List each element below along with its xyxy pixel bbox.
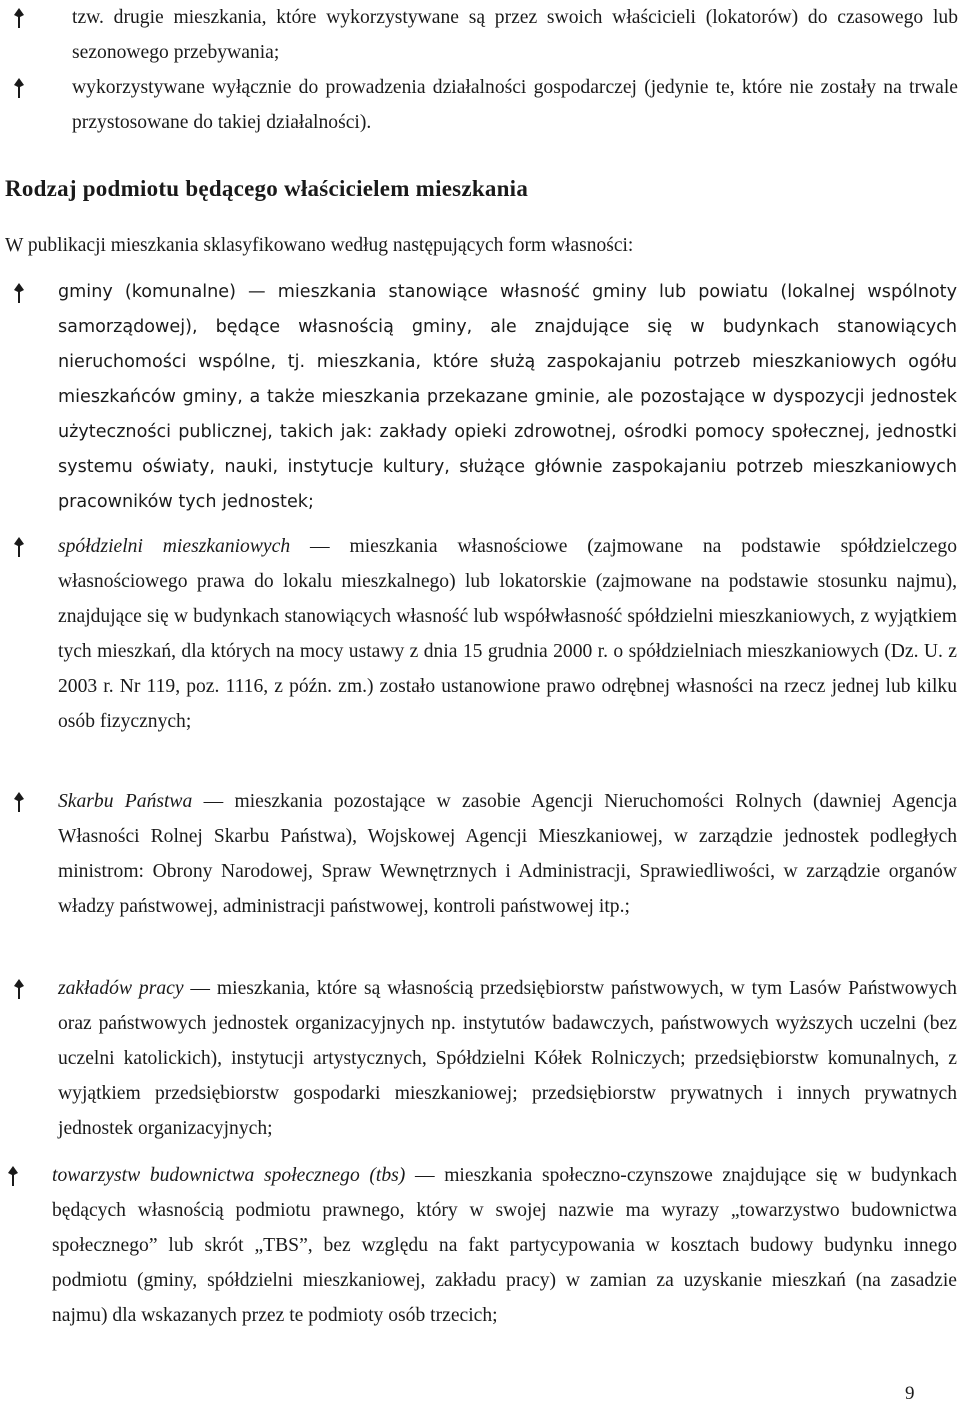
list-item	[0, 0, 960, 70]
list-item-text	[0, 275, 960, 520]
section-intro: W publikacji mieszkania sklasyfikowano według następujących form własności:	[5, 235, 634, 256]
list-item-text	[0, 784, 960, 924]
diamond-bullet-icon	[12, 792, 26, 812]
list-item-text: wykorzystywane wyłącznie do prowadzenia działalności gospodarczej (jedynie te, które nie zostały na trwale przystosowane do takiej działalności).	[72, 77, 958, 133]
diamond-bullet-icon	[12, 979, 26, 999]
list-item-text: tzw. drugie mieszkania, które wykorzystywane są przez swoich właścicieli (lokatorów) do czasowego lub sezonowego przebywania;	[72, 7, 958, 63]
list-item-term: Skarbu Państwa	[58, 791, 193, 812]
list-item-term: towarzystw budownictwa społecznego (tbs)	[52, 1165, 406, 1186]
diamond-bullet-icon	[12, 283, 26, 303]
list-item	[0, 529, 960, 739]
list-item-term: spółdzielni mieszkaniowych	[58, 536, 291, 557]
list-item	[0, 784, 960, 924]
list-item-text	[0, 529, 960, 739]
list-item	[0, 1158, 960, 1333]
list-item-body: — mieszkania społeczno-czynszowe znajdujące się w budynkach będących własnością podmiotu prawnego, który w swojej nazwie ma wyrazy „towarzystwo budownictwa społecznego” lub skrót „TBS”, bez względu na fakt partycypowania w kosztach budowy budynku innego podmiotu (gminy, spółdzielni mieszkaniowej, zakładu pracy) w zamian za uzyskanie mieszkań (na zasadzie najmu) dla wskazanych przez te podmioty osób trzecich;	[52, 1165, 957, 1326]
list-item	[0, 971, 960, 1146]
list-item-text	[0, 1158, 960, 1333]
list-item-text	[0, 971, 960, 1146]
diamond-bullet-icon	[12, 8, 26, 28]
list-item	[0, 70, 960, 140]
list-item-body: — mieszkania pozostające w zasobie Agencji Nieruchomości Rolnych (dawniej Agencja Własności Rolnej Skarbu Państwa), Wojskowej Agencji Mieszkaniowej, w zarządzie jednostek podległych ministrom: Obrony Narodowej, Spraw Wewnętrznych i Administracji, Sprawiedliwości, w zarządzie organów władzy państwowej, administracji państwowej, kontroli państwowej itp.;	[58, 791, 957, 917]
diamond-bullet-icon	[6, 1166, 20, 1186]
page-number: 9	[905, 1383, 915, 1404]
diamond-bullet-icon	[12, 78, 26, 98]
diamond-bullet-icon	[12, 537, 26, 557]
list-item	[0, 275, 960, 520]
section-heading: Rodzaj podmiotu będącego właścicielem mieszkania	[5, 176, 529, 201]
list-item-body: — mieszkania własnościowe (zajmowane na podstawie spółdzielczego własnościowego prawa do lokalu mieszkalnego) lub lokatorskie (zajmowane na podstawie stosunku najmu), znajdujące się w budynkach stanowiących własność lub współwłasność spółdzielni mieszkaniowych, z wyjątkiem tych mieszkań, dla których na mocy ustawy z dnia 15 grudnia 2000 r. o spółdzielniach mieszkaniowych (Dz. U. z 2003 r. Nr 119, poz. 1116, z późn. zm.) zostało ustanowione prawo odrębnej własności na rzecz jednej lub kilku osób fizycznych;	[58, 536, 957, 732]
list-item-body: gminy (komunalne) — mieszkania stanowiące własność gminy lub powiatu (lokalnej wspólnoty samorządowej), będące własnością gminy, ale znajdujące się w budynkach stanowiących nieruchomości wspólne, tj. mieszkania, które służą zaspokajaniu potrzeb mieszkaniowych ogółu mieszkańców gminy, a także mieszkania przekazane gminie, ale pozostające w dyspozycji jednostek użyteczności publicznej, takich jak: zakłady opieki zdrowotnej, ośrodki pomocy społecznej, jednostki systemu oświaty, nauki, instytucje kultury, służące głównie zaspokajaniu potrzeb mieszkaniowych pracowników tych jednostek;	[58, 282, 957, 512]
list-item-term: zakładów pracy	[58, 978, 184, 999]
list-item-body: — mieszkania, które są własnością przedsiębiorstw państwowych, w tym Lasów Państwowych oraz państwowych jednostek organizacyjnych np. instytutów badawczych, państwowych wyższych uczelni (bez uczelni katolickich), instytucji artystycznych, Spółdzielni Kółek Rolniczych; przedsiębiorstw komunalnych, z wyjątkiem przedsiębiorstw gospodarki mieszkaniowej; przedsiębiorstw prywatnych i innych prywatnych jednostek organizacyjnych;	[58, 978, 957, 1139]
